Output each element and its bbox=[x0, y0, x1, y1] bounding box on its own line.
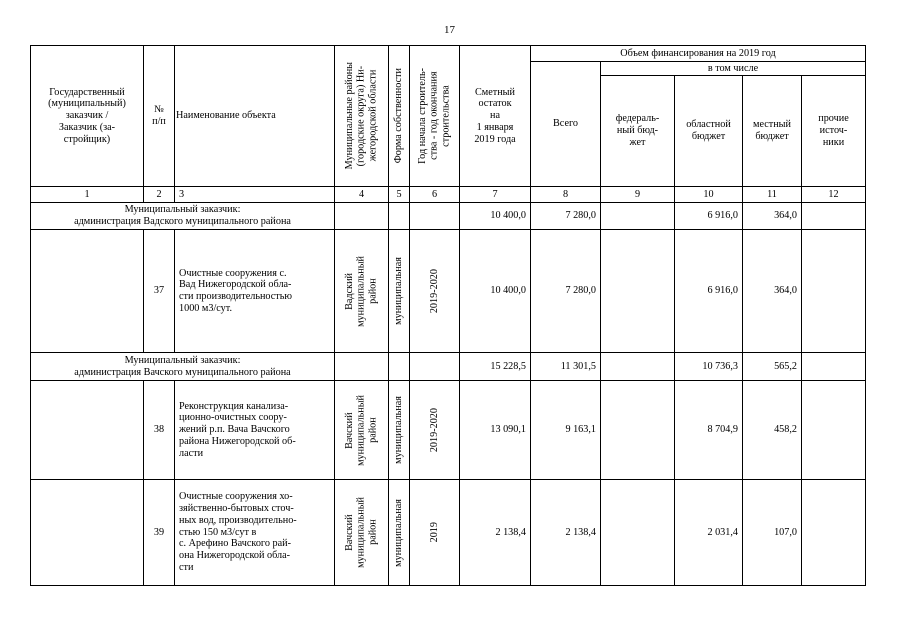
col-number: 3 bbox=[175, 187, 335, 203]
empty-cell bbox=[335, 353, 389, 381]
header-ownership: Форма собственности bbox=[389, 46, 410, 187]
row-estimate: 13 090,1 bbox=[460, 381, 531, 480]
row-district: Вадский муниципальный район bbox=[335, 230, 389, 353]
empty-cell bbox=[389, 203, 410, 230]
group-total: 7 280,0 bbox=[531, 203, 601, 230]
col-number: 2 bbox=[144, 187, 175, 203]
row-estimate: 10 400,0 bbox=[460, 230, 531, 353]
row-local: 458,2 bbox=[743, 381, 802, 480]
empty-cell bbox=[410, 353, 460, 381]
row-object-name: Реконструкция канализа- ционно-очистных соору- жений р.п. Вача Вачского района Нижегородской об- ласти bbox=[175, 381, 335, 480]
col-number: 7 bbox=[460, 187, 531, 203]
header-total: Всего bbox=[531, 62, 601, 187]
group-estimate: 10 400,0 bbox=[460, 203, 531, 230]
col-number: 12 bbox=[802, 187, 866, 203]
group-other bbox=[802, 203, 866, 230]
col-number: 6 bbox=[410, 187, 460, 203]
group-local: 364,0 bbox=[743, 203, 802, 230]
group-local: 565,2 bbox=[743, 353, 802, 381]
empty-cell bbox=[410, 203, 460, 230]
row-regional: 6 916,0 bbox=[675, 230, 743, 353]
col-number: 11 bbox=[743, 187, 802, 203]
row-ownership: муниципальная bbox=[389, 480, 410, 586]
header-object-name: Наименование объекта bbox=[175, 46, 335, 187]
empty-cell bbox=[335, 203, 389, 230]
col-number: 9 bbox=[601, 187, 675, 203]
header-local: местный бюджет bbox=[743, 76, 802, 187]
financing-table bbox=[30, 45, 866, 586]
row-district: Вачский муниципальный район bbox=[335, 480, 389, 586]
row-other bbox=[802, 230, 866, 353]
row-federal bbox=[601, 230, 675, 353]
header-funding-group: Объем финансирования на 2019 год bbox=[531, 46, 866, 62]
row-num: 38 bbox=[144, 381, 175, 480]
row-ownership: муниципальная bbox=[389, 381, 410, 480]
group-row bbox=[31, 203, 866, 230]
row-years: 2019-2020 bbox=[410, 230, 460, 353]
row-total: 2 138,4 bbox=[531, 480, 601, 586]
empty-cell bbox=[31, 230, 144, 353]
header-regional: областной бюджет bbox=[675, 76, 743, 187]
group-regional: 10 736,3 bbox=[675, 353, 743, 381]
row-object-name: Очистные сооружения хо- зяйственно-бытовых сточ- ных вод, производительно- стью 150 м3/сут в с. Арефино Вачского рай- она Нижегородской обла- сти bbox=[175, 480, 335, 586]
table-row bbox=[31, 480, 866, 586]
row-object-name: Очистные сооружения с. Вад Нижегородской обла- сти производительностью 1000 м3/сут. bbox=[175, 230, 335, 353]
row-other bbox=[802, 381, 866, 480]
group-regional: 6 916,0 bbox=[675, 203, 743, 230]
group-label: Муниципальный заказчик: администрация Вадского муниципального района bbox=[31, 203, 335, 230]
row-total: 7 280,0 bbox=[531, 230, 601, 353]
header-estimate: Сметный остаток на 1 января 2019 года bbox=[460, 46, 531, 187]
group-federal bbox=[601, 353, 675, 381]
group-other bbox=[802, 353, 866, 381]
group-total: 11 301,5 bbox=[531, 353, 601, 381]
col-number: 4 bbox=[335, 187, 389, 203]
empty-cell bbox=[31, 381, 144, 480]
empty-cell bbox=[31, 480, 144, 586]
group-estimate: 15 228,5 bbox=[460, 353, 531, 381]
header-including: в том числе bbox=[601, 62, 866, 76]
row-num: 39 bbox=[144, 480, 175, 586]
row-years: 2019-2020 bbox=[410, 381, 460, 480]
row-district: Вачский муниципальный район bbox=[335, 381, 389, 480]
header-years: Год начала строитель- ства - год окончания строительства bbox=[410, 46, 460, 187]
row-federal bbox=[601, 381, 675, 480]
row-other bbox=[802, 480, 866, 586]
col-number: 8 bbox=[531, 187, 601, 203]
row-local: 107,0 bbox=[743, 480, 802, 586]
col-number: 5 bbox=[389, 187, 410, 203]
header-federal: федераль- ный бюд- жет bbox=[601, 76, 675, 187]
group-row bbox=[31, 353, 866, 381]
col-number: 10 bbox=[675, 187, 743, 203]
row-regional: 2 031,4 bbox=[675, 480, 743, 586]
row-estimate: 2 138,4 bbox=[460, 480, 531, 586]
row-regional: 8 704,9 bbox=[675, 381, 743, 480]
header-districts: Муниципальные районы (городские округа) Ни- жегородской области bbox=[335, 46, 389, 187]
column-numbers-row bbox=[31, 187, 866, 203]
page-number: 17 bbox=[444, 24, 455, 36]
header-customer: Государственный (муниципальный) заказчик / Заказчик (за- стройщик) bbox=[31, 46, 144, 187]
table-row bbox=[31, 381, 866, 480]
row-years: 2019 bbox=[410, 480, 460, 586]
table-row bbox=[31, 230, 866, 353]
header-num: № п/п bbox=[144, 46, 175, 187]
empty-cell bbox=[389, 353, 410, 381]
group-federal bbox=[601, 203, 675, 230]
row-ownership: муниципальная bbox=[389, 230, 410, 353]
group-label: Муниципальный заказчик: администрация Вачского муниципального района bbox=[31, 353, 335, 381]
row-federal bbox=[601, 480, 675, 586]
row-local: 364,0 bbox=[743, 230, 802, 353]
header-other: прочие источ- ники bbox=[802, 76, 866, 187]
col-number: 1 bbox=[31, 187, 144, 203]
row-num: 37 bbox=[144, 230, 175, 353]
row-total: 9 163,1 bbox=[531, 381, 601, 480]
